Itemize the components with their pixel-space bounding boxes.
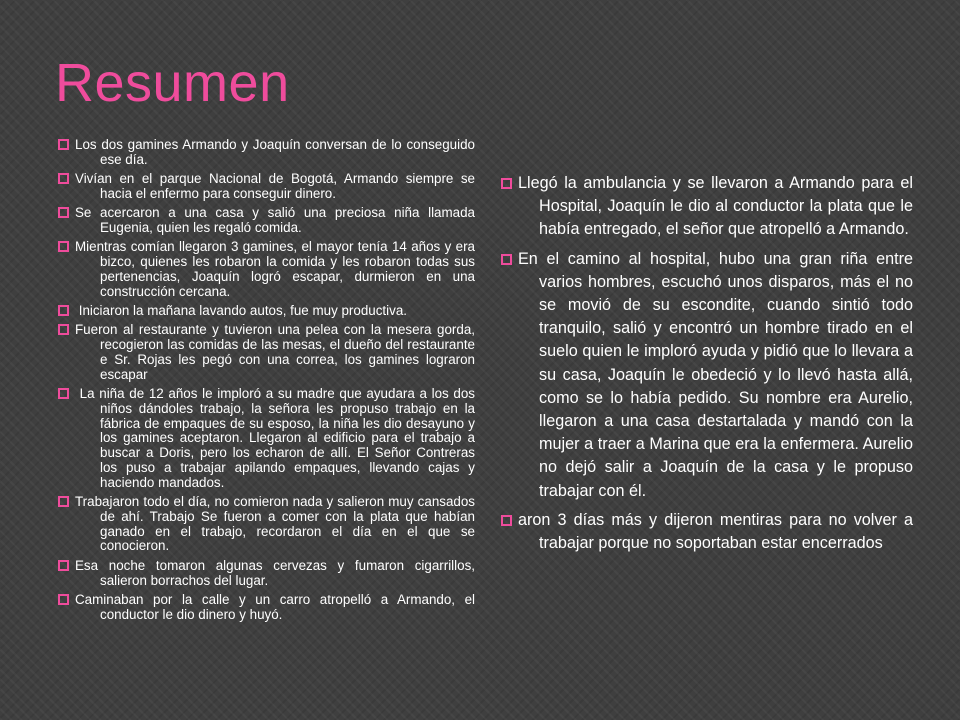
bullet-paragraph (58, 304, 475, 319)
bullet-paragraph (58, 323, 475, 382)
hollow-square-bullet-icon (58, 173, 69, 184)
paragraph-text: Fueron al restaurante y tuvieron una pelea con la mesera gorda, recogieron las comidas de las mesas, el dueño del restaurante e Sr. Rojas les pegó con una correa, los gamines lograron escapar (75, 322, 475, 382)
hollow-square-bullet-icon (58, 305, 69, 316)
hollow-square-bullet-icon (58, 496, 69, 507)
paragraph-text: La niña de 12 años le imploró a su madre que ayudara a los dos niños dándoles trabajo, la señora les propuso trabajo en la fábrica de empaques de su esposo, la niña les dio desayuno y los gamines aceptaron. Llegaron al edificio para el trabajo a buscar a Doris, pero los echaron de allí. El Señor Contreras los puso a trabajar apilando empaques, llevando cajas y haciendo mandados. (75, 385, 475, 490)
hollow-square-bullet-icon (58, 241, 69, 252)
bullet-paragraph (58, 240, 475, 299)
bullet-paragraph (501, 509, 913, 555)
hollow-square-bullet-icon (58, 560, 69, 571)
paragraph-text: Trabajaron todo el día, no comieron nada y salieron muy cansados de ahí. Trabajo Se fueron a comer con la plata que habían ganado en el trabajo, recordaron el día en el que se conocieron. (75, 494, 475, 554)
paragraph-text: Iniciaron la mañana lavando autos, fue muy productiva. (75, 302, 407, 318)
hollow-square-bullet-icon (58, 207, 69, 218)
left-text-column (58, 138, 475, 627)
hollow-square-bullet-icon (58, 594, 69, 605)
hollow-square-bullet-icon (58, 324, 69, 335)
hollow-square-bullet-icon (501, 515, 512, 526)
bullet-paragraph (58, 172, 475, 202)
paragraph-text: Caminaban por la calle y un carro atropelló a Armando, el conductor le dio dinero y huyó. (75, 591, 475, 622)
hollow-square-bullet-icon (58, 139, 69, 150)
hollow-square-bullet-icon (58, 388, 69, 399)
paragraph-text: Llegó la ambulancia y se llevaron a Armando para el Hospital, Joaquín le dio al conductor la plata que le había entregado, el señor que atropelló a Armando. (518, 174, 913, 239)
bullet-paragraph (58, 387, 475, 491)
paragraph-text: aron 3 días más y dijeron mentiras para no volver a trabajar porque no soportaban estar encerrados (518, 510, 913, 553)
bullet-paragraph (58, 593, 475, 623)
slide-title: Resumen (55, 53, 290, 113)
paragraph-text: Vivían en el parque Nacional de Bogotá, Armando siempre se hacia el enfermo para conseguir dinero. (75, 171, 475, 201)
hollow-square-bullet-icon (501, 254, 512, 265)
paragraph-text: Los dos gamines Armando y Joaquín conversan de lo conseguido ese día. (75, 137, 475, 167)
bullet-paragraph (58, 559, 475, 589)
paragraph-text: Mientras comían llegaron 3 gamines, el mayor tenía 14 años y era bizco, quienes les robaron la comida y les robaron todas sus pertenencias, Joaquín logró escapar, durmieron en una construcción cercana. (75, 239, 475, 299)
bullet-paragraph (501, 172, 913, 242)
paragraph-text: En el camino al hospital, hubo una gran riña entre varios hombres, escuchó unos disparos, más el no se movió de su escondite, cuando sintió todo tranquilo, salió y encontró un hombre tirado en el suelo quien le imploró ayuda y pidió que lo llevara a su casa, Joaquín le obedeció y lo llevó hasta allá, como se lo había pedido. Su nombre era Aurelio, llegaron a una casa destartalada y mandó con la mujer a traer a Marina que era la enfermera. Aurelio no dejó salir a Joaquín de la casa y le propuso trabajar con él. (518, 249, 913, 500)
paragraph-text: Se acercaron a una casa y salió una preciosa niña llamada Eugenia, quien les regaló comida. (75, 205, 475, 235)
bullet-paragraph (58, 206, 475, 236)
bullet-paragraph (58, 138, 475, 168)
bullet-paragraph (58, 495, 475, 554)
bullet-paragraph (501, 248, 913, 503)
paragraph-text: Esa noche tomaron algunas cervezas y fumaron cigarrillos, salieron borrachos del lugar. (75, 557, 475, 588)
hollow-square-bullet-icon (501, 178, 512, 189)
right-text-column (501, 172, 913, 561)
